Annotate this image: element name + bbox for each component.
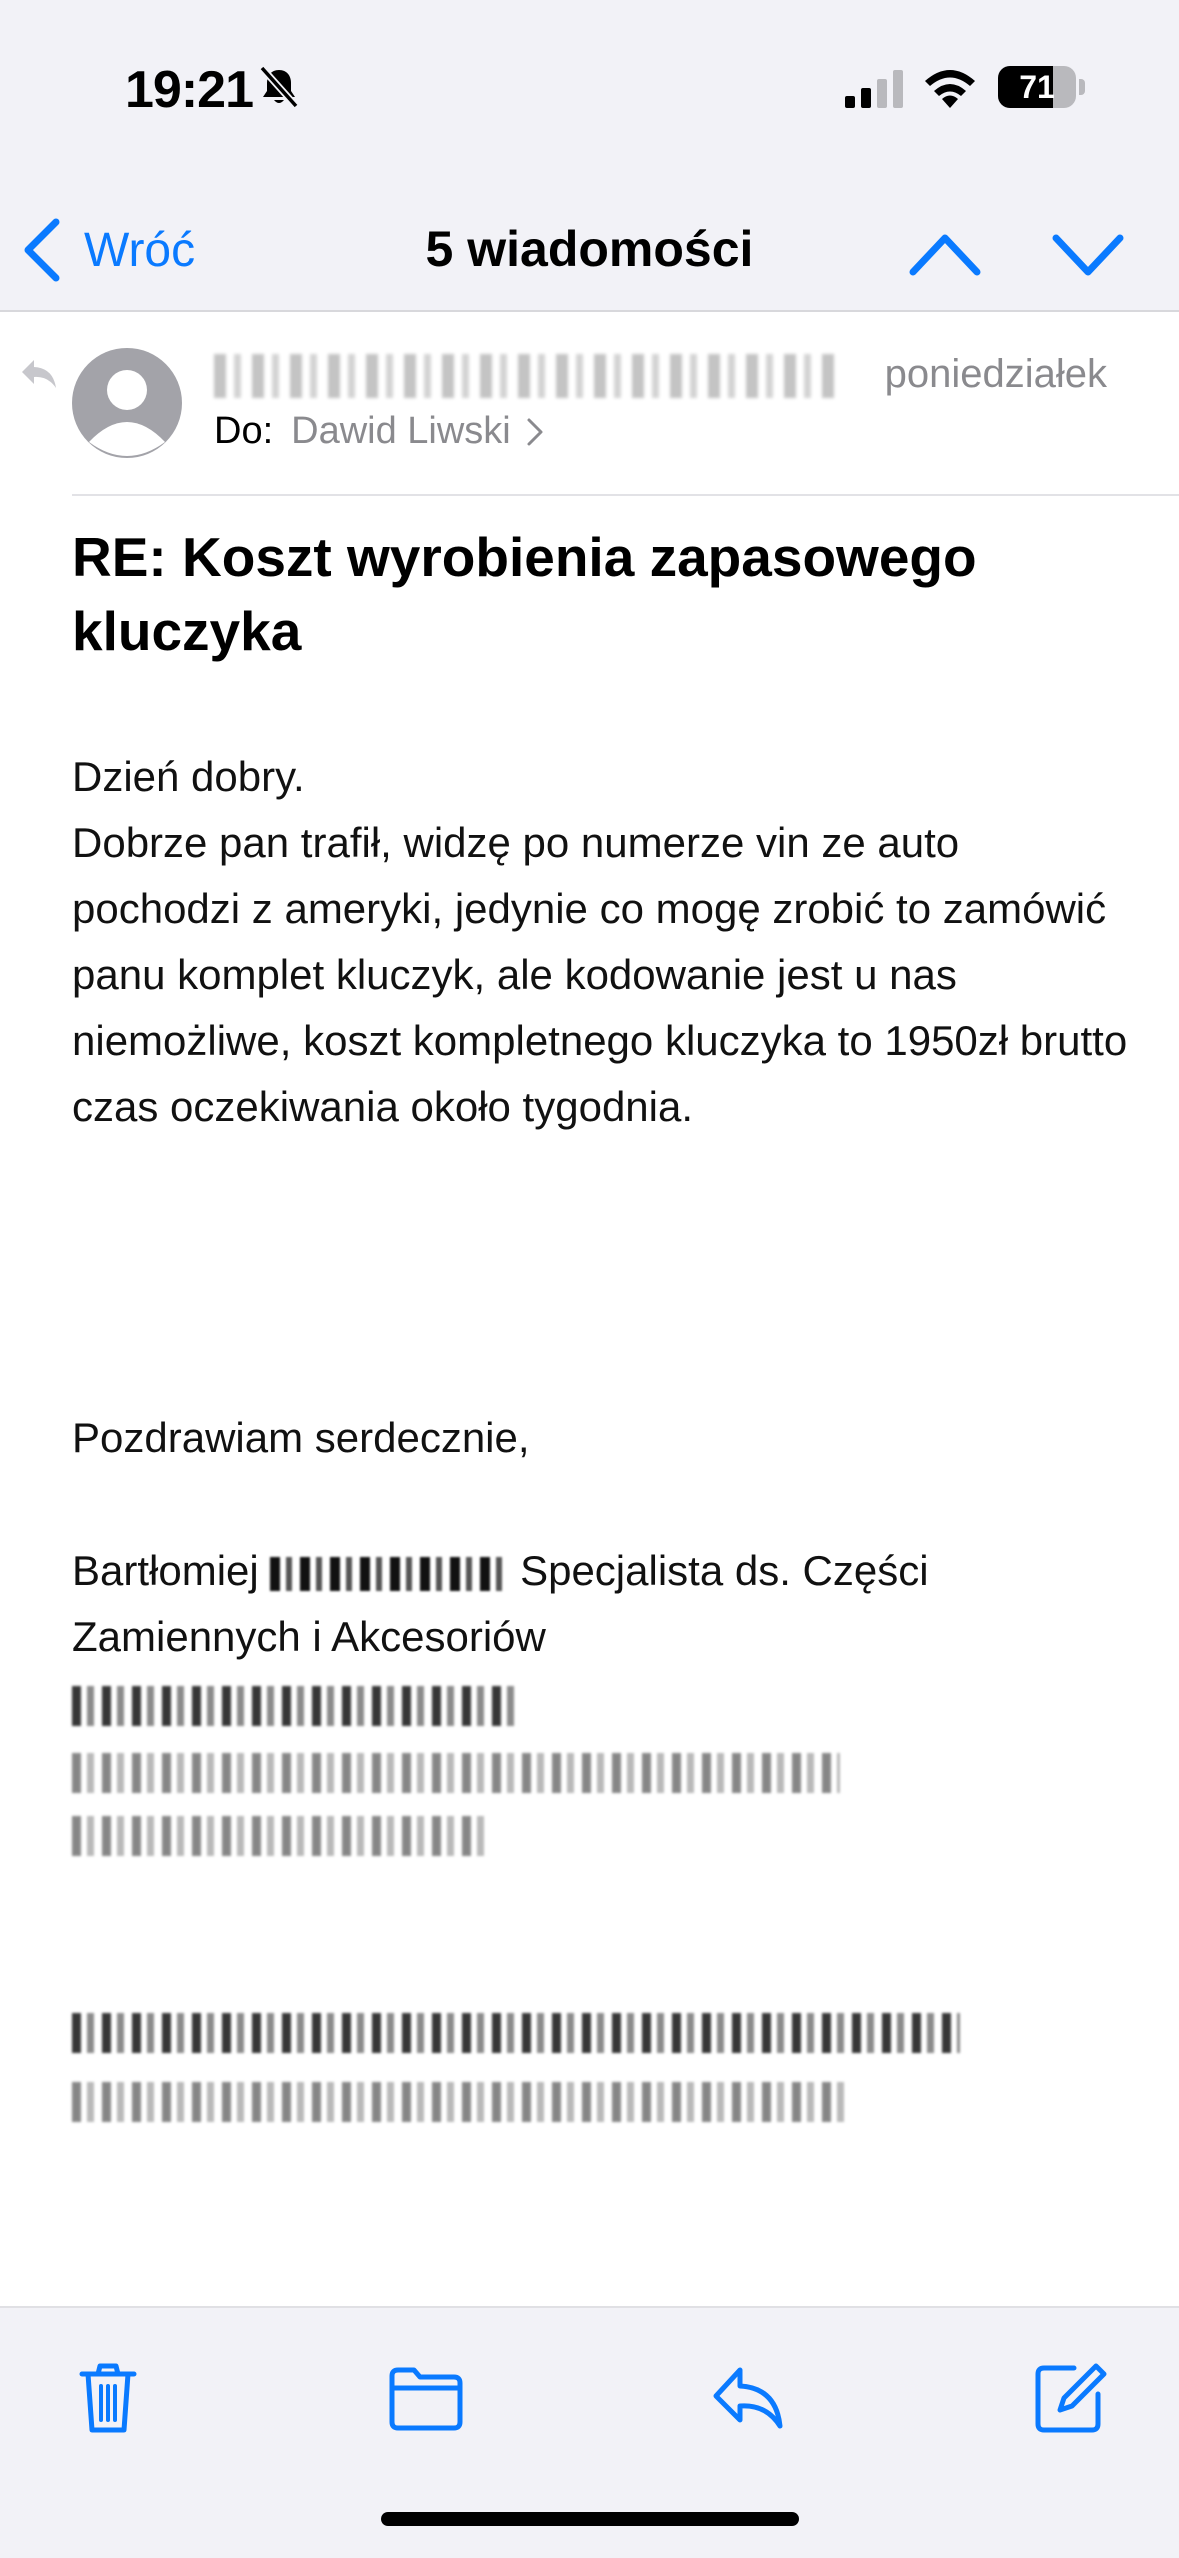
message-body: Dobrze pan trafił, widzę po numerze vin ze auto pochodzi z ameryki, jedynie co mogę zrobić to zamówić panu komplet kluczyk, ale kodowanie jest u nas niemożliwe, koszt kompletnego kluczyka to 1950zł brutto czas oczekiwania około tygodnia. [72,819,1128,1130]
signature-block [72,1538,1132,1670]
recipient-name[interactable]: Dawid Liwski [291,410,511,452]
chevron-down-icon[interactable] [1048,214,1128,294]
avatar[interactable] [72,348,182,458]
message-date: poniedziałek [884,352,1107,396]
person-icon [72,348,182,458]
redacted-phone [72,1686,514,1726]
signature-first-name: Bartłomiej [72,1547,259,1594]
bell-slash-icon [256,64,302,110]
status-time: 19:21 [125,61,253,119]
compose-icon[interactable] [1030,2358,1110,2438]
redacted-address [72,2013,960,2053]
home-indicator[interactable] [381,2512,799,2526]
back-label: Wróć [84,223,196,277]
battery-icon [998,66,1088,108]
header-divider [72,494,1179,496]
greeting-text: Dzień dobry. [72,753,305,800]
closing-text: Pozdrawiam serdecznie, [72,1414,530,1461]
back-button[interactable] [22,210,195,290]
signature-surname-redacted [270,1557,508,1591]
redacted-email[interactable] [72,1753,840,1793]
recipient-line[interactable] [214,410,545,453]
nav-bar [0,170,1179,310]
top-bar [0,0,1179,312]
reply-icon[interactable] [708,2358,788,2438]
wifi-icon [922,64,978,108]
chevron-up-icon[interactable] [905,214,985,294]
message-subject: RE: Koszt wyrobienia zapasowego kluczyka [72,526,977,662]
folder-icon[interactable] [386,2358,466,2438]
trash-icon[interactable] [68,2358,148,2438]
signature-title: Specjalista ds. Części Zamiennych i Akcesoriów [72,1547,929,1660]
sender-name-redacted[interactable] [214,354,834,398]
status-bar [0,0,1179,170]
page-title: 5 wiadomości [425,221,754,277]
chevron-right-icon [525,416,545,448]
redacted-website[interactable] [72,1816,492,1856]
battery-level: 71 [1019,69,1055,105]
redacted-link[interactable] [72,2082,852,2122]
chevron-left-icon [22,218,62,282]
cellular-signal-icon [845,70,907,108]
to-prefix: Do: [214,410,274,452]
replied-indicator-icon [18,356,58,392]
